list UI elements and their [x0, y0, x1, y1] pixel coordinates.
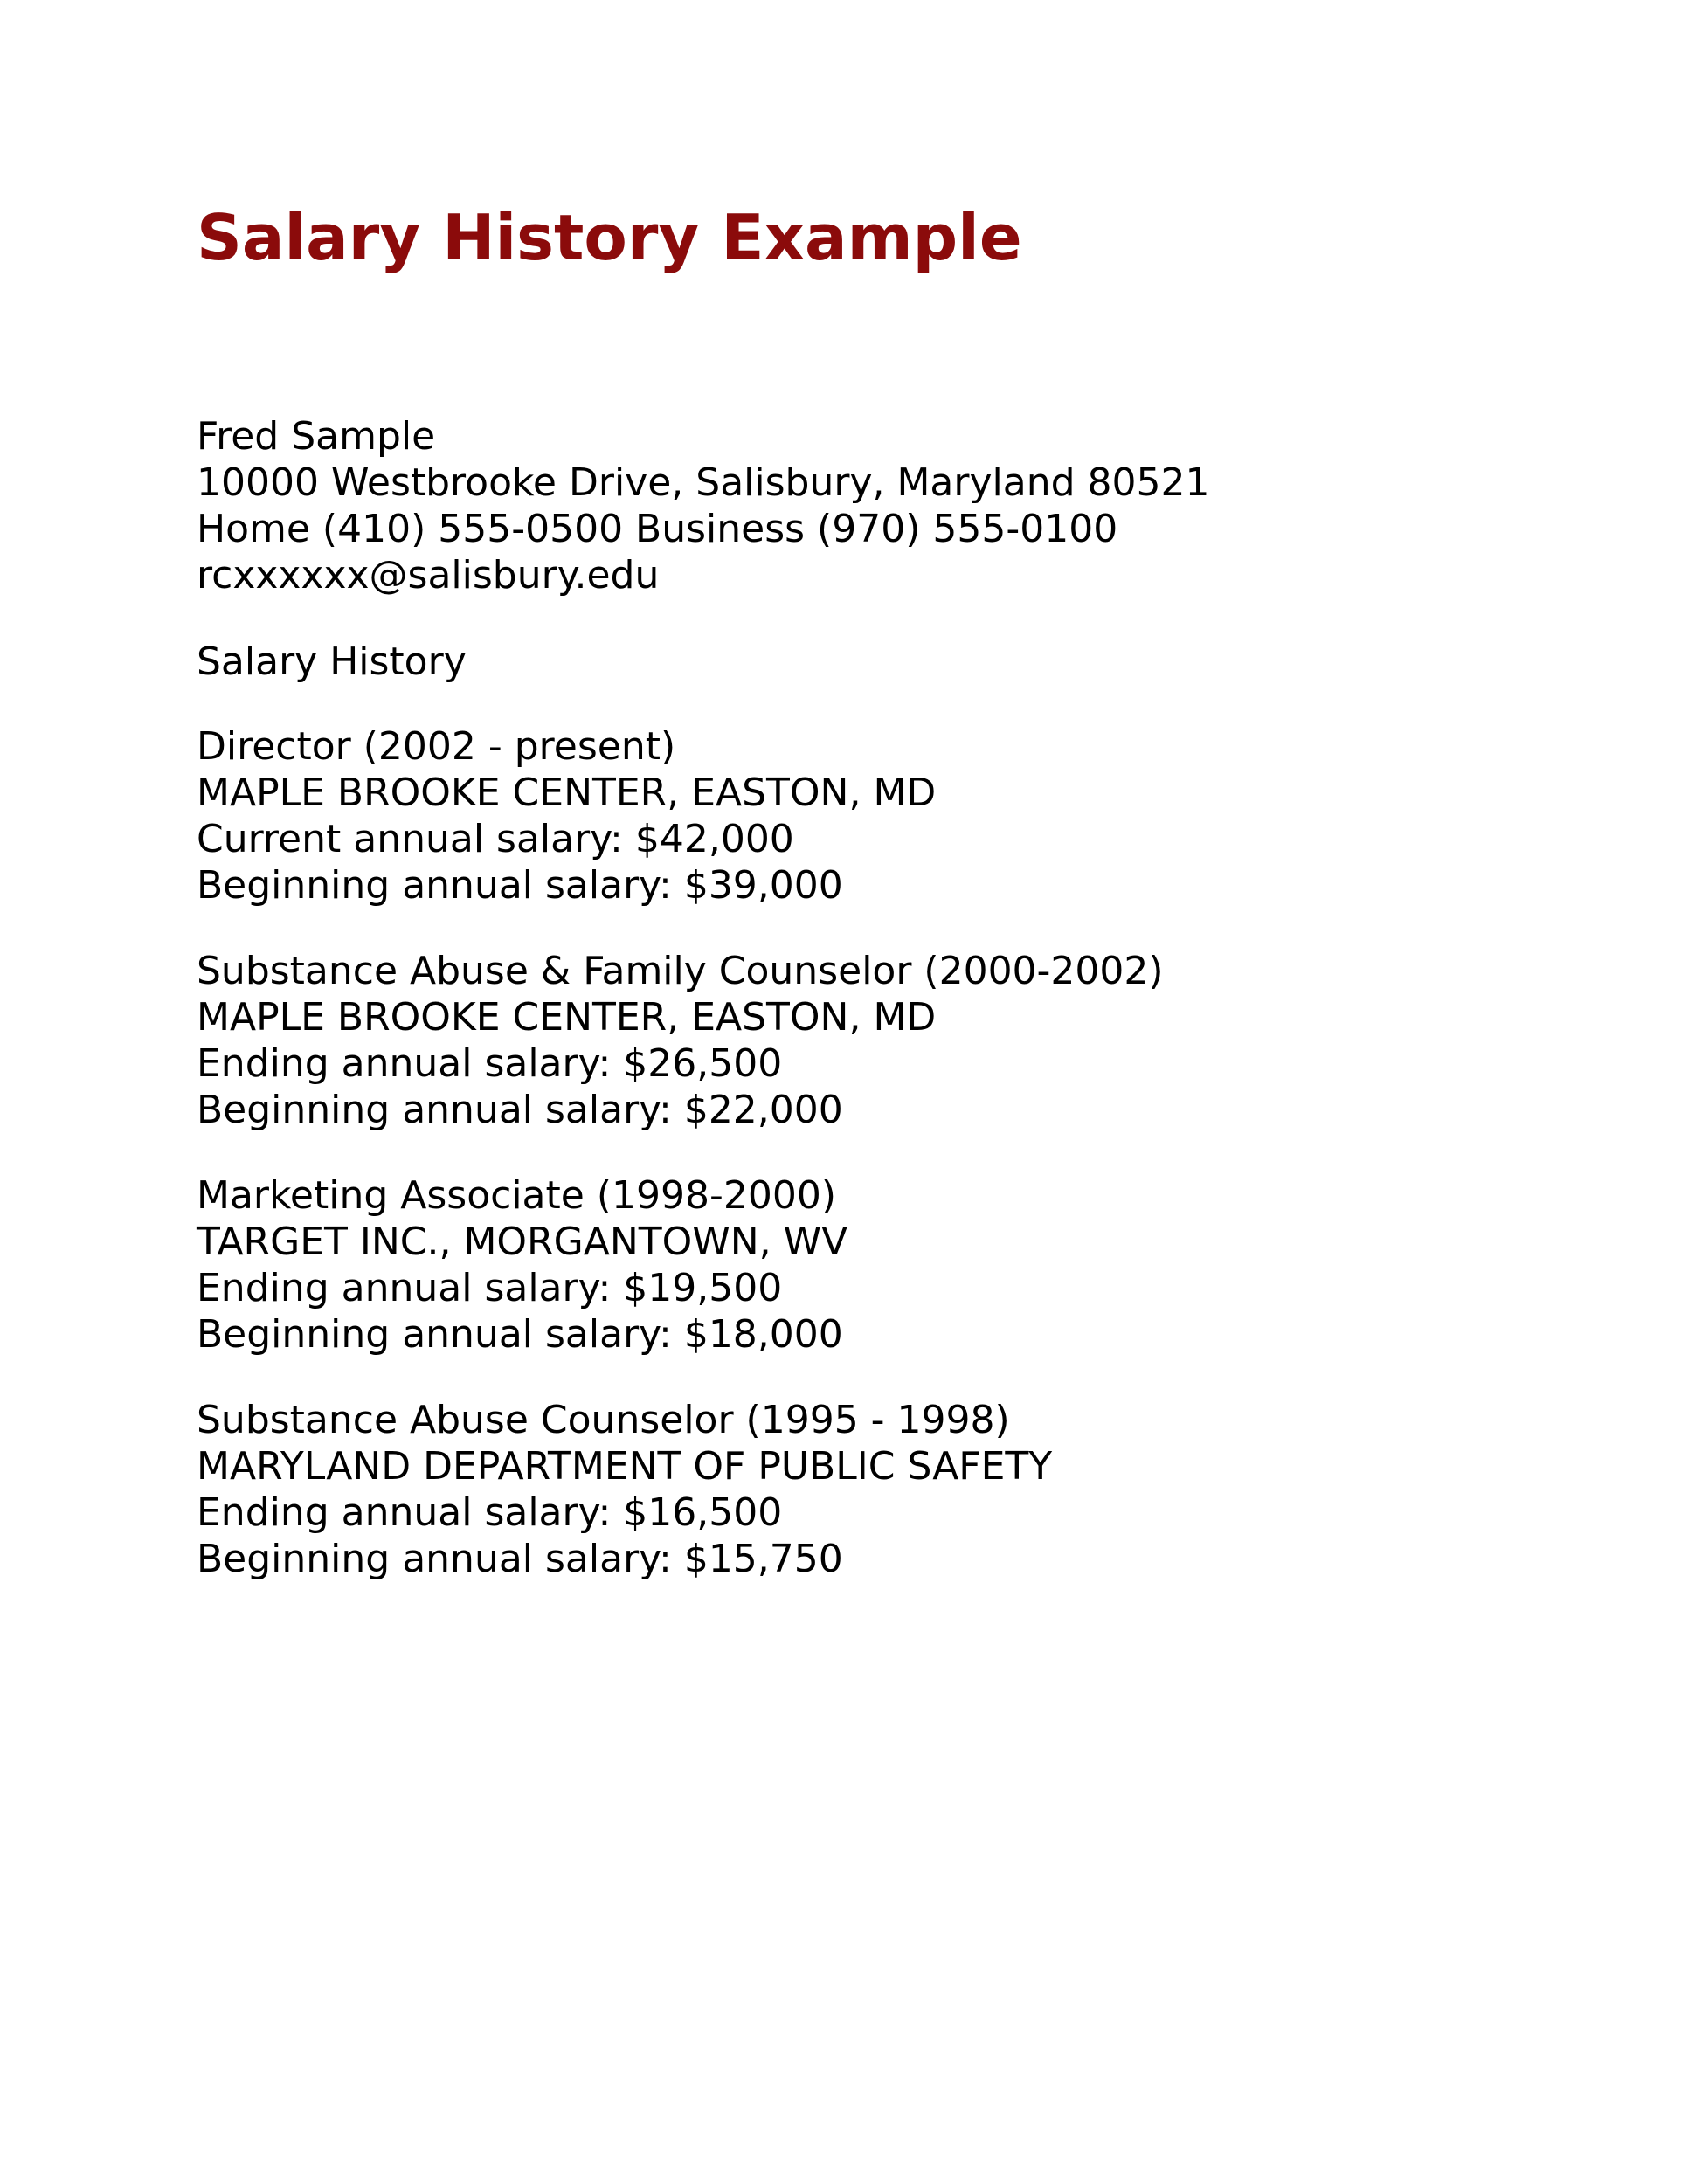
- job-list: [197, 723, 1164, 1621]
- contact-name: Fred Sample: [197, 414, 436, 459]
- salary-history-heading-block: [197, 639, 467, 685]
- job-employer: TARGET INC., MORGANTOWN, WV: [197, 1220, 848, 1264]
- job-salary-beginning: Beginning annual salary: $39,000: [197, 863, 843, 908]
- contact-block: [197, 413, 1209, 598]
- job-employer: MARYLAND DEPARTMENT OF PUBLIC SAFETY: [197, 1444, 1053, 1489]
- job-position: Substance Abuse & Family Counselor (2000-2002): [197, 949, 1164, 993]
- job-salary-beginning: Beginning annual salary: $22,000: [197, 1088, 843, 1132]
- job-entry-family-counselor: [197, 948, 1164, 1133]
- job-entry-director: [197, 723, 1164, 909]
- job-salary-ending: Ending annual salary: $26,500: [197, 1041, 783, 1086]
- document-title: Salary History Example: [197, 201, 1022, 274]
- job-position: Marketing Associate (1998-2000): [197, 1173, 836, 1218]
- job-salary-ending: Ending annual salary: $16,500: [197, 1490, 783, 1535]
- job-position: Director (2002 - present): [197, 724, 676, 769]
- job-entry-marketing-associate: [197, 1172, 1164, 1358]
- job-entry-substance-abuse-counselor: [197, 1397, 1164, 1582]
- contact-email: rcxxxxxx@salisbury.edu: [197, 553, 660, 598]
- job-salary-ending: Ending annual salary: $19,500: [197, 1266, 783, 1310]
- contact-phones: Home (410) 555-0500 Business (970) 555-0100: [197, 507, 1118, 551]
- job-salary-beginning: Beginning annual salary: $18,000: [197, 1312, 843, 1357]
- job-employer: MAPLE BROOKE CENTER, EASTON, MD: [197, 995, 937, 1040]
- salary-history-heading: Salary History: [197, 639, 467, 684]
- job-salary-beginning: Beginning annual salary: $15,750: [197, 1537, 843, 1581]
- job-salary-current: Current annual salary: $42,000: [197, 817, 794, 861]
- job-employer: MAPLE BROOKE CENTER, EASTON, MD: [197, 771, 937, 815]
- contact-address: 10000 Westbrooke Drive, Salisbury, Maryland 80521: [197, 460, 1210, 505]
- job-position: Substance Abuse Counselor (1995 - 1998): [197, 1398, 1010, 1442]
